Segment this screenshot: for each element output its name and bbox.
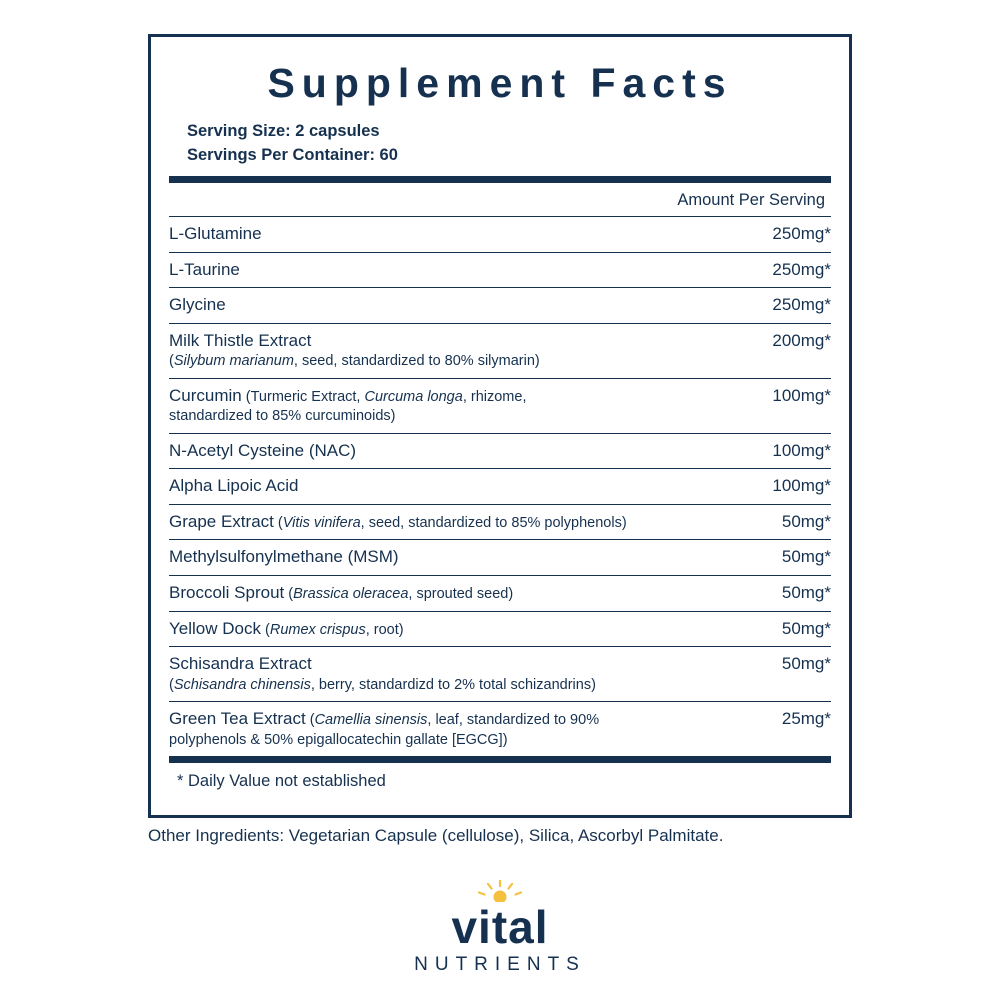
ingredient-name-cell: [169, 647, 721, 702]
latin-name: Brassica oleracea: [293, 585, 409, 602]
ingredient-name-cell: [169, 611, 721, 647]
ingredients-table: [169, 216, 831, 756]
table-row: [169, 469, 831, 505]
ingredient-name-cell: [169, 540, 721, 576]
ingredient-detail: standardized to 85% curcuminoids): [169, 408, 396, 425]
ingredient-amount: 50mg*: [721, 504, 831, 540]
table-row: [169, 323, 831, 378]
ingredient-name: N-Acetyl Cysteine (NAC): [169, 440, 357, 460]
ingredient-detail-inline: (Brassica oleracea, sprouted seed): [284, 585, 514, 602]
ingredient-name: Alpha Lipoic Acid: [169, 476, 299, 496]
table-row: [169, 504, 831, 540]
ingredient-name: L-Taurine: [169, 259, 240, 279]
ingredient-name: Yellow Dock: [169, 618, 261, 638]
ingredient-name-cell: [169, 378, 721, 433]
ingredient-amount: 100mg*: [721, 378, 831, 433]
table-row: [169, 647, 831, 702]
ingredient-name: Methylsulfonylmethane (MSM): [169, 547, 399, 567]
ingredient-amount: 250mg*: [721, 288, 831, 324]
ingredient-amount: 250mg*: [721, 252, 831, 288]
latin-name: Rumex crispus: [269, 621, 366, 638]
ingredient-name: Green Tea Extract: [169, 709, 306, 729]
ingredient-amount: 50mg*: [721, 611, 831, 647]
latin-name: Schisandra chinensis: [173, 676, 311, 693]
ingredient-amount: 200mg*: [721, 323, 831, 378]
table-row: [169, 575, 831, 611]
ingredient-name-cell: [169, 323, 721, 378]
ingredient-name-cell: [169, 469, 721, 505]
servings-per-container: Servings Per Container: 60: [187, 146, 398, 165]
brand-subtitle: NUTRIENTS: [414, 954, 586, 975]
ingredient-name: Glycine: [169, 295, 226, 315]
ingredient-amount: 250mg*: [721, 216, 831, 252]
ingredient-detail: (Schisandra chinensis, berry, standardizd to 2% total schizandrins): [169, 676, 596, 693]
serving-size: Serving Size: 2 capsules: [187, 122, 380, 141]
supplement-facts-panel: [148, 34, 852, 818]
ingredient-detail-inline: (Rumex crispus, root): [260, 621, 404, 638]
table-row: [169, 702, 831, 756]
amount-per-serving-header: Amount Per Serving: [677, 190, 825, 209]
table-row: [169, 433, 831, 469]
ingredient-detail-inline: (Vitis vinifera, seed, standardized to 85% polyphenols): [273, 514, 627, 531]
serving-info: [169, 120, 831, 168]
ingredient-name: Grape Extract: [169, 511, 274, 531]
brand-logo: [0, 880, 1000, 976]
ingredient-detail: polyphenols & 50% epigallocatechin gallate [EGCG]): [169, 731, 508, 748]
ingredient-amount: 50mg*: [721, 647, 831, 702]
divider-thick-bottom: [169, 756, 831, 763]
ingredient-amount: 50mg*: [721, 540, 831, 576]
sunburst-icon: [471, 880, 529, 902]
ingredient-name: Curcumin: [169, 385, 242, 405]
ingredient-name: Milk Thistle Extract: [169, 330, 312, 350]
latin-name: Vitis vinifera: [282, 514, 361, 531]
ingredient-name-cell: [169, 216, 721, 252]
divider-thick-top: [169, 176, 831, 183]
latin-name: Silybum marianum: [173, 353, 294, 370]
latin-name: Camellia sinensis: [314, 712, 428, 729]
ingredient-detail: (Silybum marianum, seed, standardized to 80% silymarin): [169, 353, 540, 370]
daily-value-footnote: * Daily Value not established: [177, 771, 386, 790]
ingredient-name-cell: [169, 504, 721, 540]
other-ingredients: Other Ingredients: Vegetarian Capsule (cellulose), Silica, Ascorbyl Palmitate.: [148, 826, 724, 845]
ingredient-name-cell: [169, 575, 721, 611]
table-row: [169, 611, 831, 647]
table-row: [169, 288, 831, 324]
latin-name: Curcuma longa: [364, 388, 463, 405]
ingredient-name-cell: [169, 288, 721, 324]
ingredient-name-cell: [169, 433, 721, 469]
ingredient-detail-inline: (Turmeric Extract, Curcuma longa, rhizome,: [241, 388, 527, 405]
ingredient-name: Broccoli Sprout: [169, 582, 285, 602]
table-row: [169, 252, 831, 288]
table-row: [169, 540, 831, 576]
ingredient-amount: 25mg*: [721, 702, 831, 756]
ingredient-amount: 50mg*: [721, 575, 831, 611]
page-title: Supplement Facts: [267, 60, 733, 106]
brand-name: vital: [451, 901, 549, 953]
ingredient-name: Schisandra Extract: [169, 654, 312, 674]
ingredient-amount: 100mg*: [721, 433, 831, 469]
ingredient-name: L-Glutamine: [169, 223, 262, 243]
table-row: [169, 378, 831, 433]
ingredient-detail-inline: (Camellia sinensis, leaf, standardized to 90%: [305, 712, 600, 729]
ingredient-name-cell: [169, 702, 721, 756]
table-row: [169, 216, 831, 252]
ingredient-name-cell: [169, 252, 721, 288]
ingredient-amount: 100mg*: [721, 469, 831, 505]
